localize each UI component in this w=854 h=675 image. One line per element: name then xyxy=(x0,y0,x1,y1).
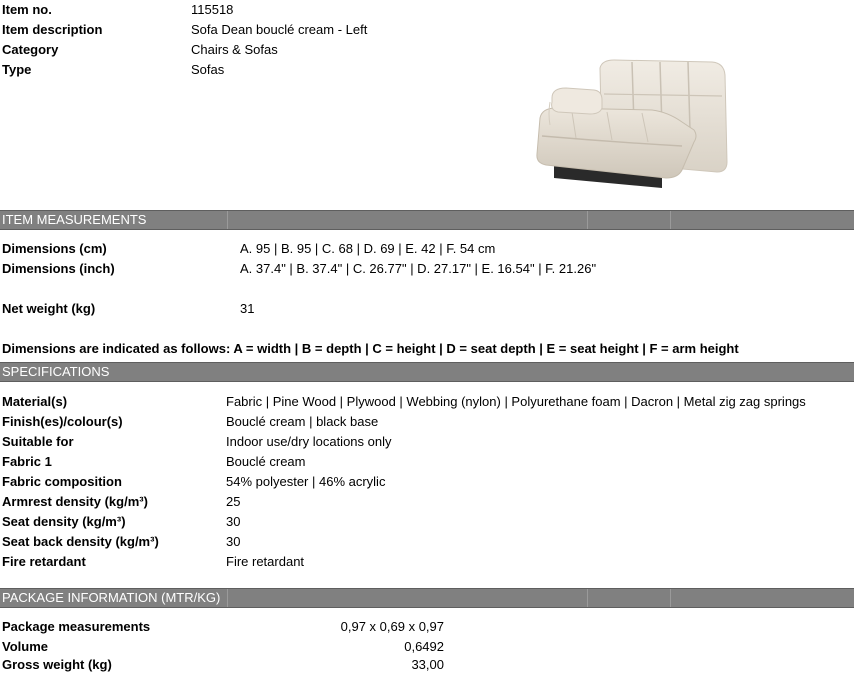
dimensions-inch-label: Dimensions (inch) xyxy=(2,261,115,276)
column-divider xyxy=(587,211,588,229)
suitable-for-label: Suitable for xyxy=(2,434,74,449)
seat-density-label: Seat density (kg/m³) xyxy=(2,514,126,529)
column-divider xyxy=(670,589,671,607)
materials-value: Fabric | Pine Wood | Plywood | Webbing (nylon) | Polyurethane foam | Dacron | Metal zig zag springs xyxy=(226,394,806,409)
item-measurements-header xyxy=(0,210,854,230)
item-description-label: Item description xyxy=(2,22,103,37)
category-label: Category xyxy=(2,42,59,57)
fire-retardant-label: Fire retardant xyxy=(2,554,86,569)
fabric-1-label: Fabric 1 xyxy=(2,454,52,469)
gross-weight-label: Gross weight (kg) xyxy=(2,657,112,672)
volume-value: 0,6492 xyxy=(404,639,444,654)
volume-label: Volume xyxy=(2,639,48,654)
armrest-density-label: Armrest density (kg/m³) xyxy=(2,494,148,509)
fabric-composition-label: Fabric composition xyxy=(2,474,122,489)
net-weight-label: Net weight (kg) xyxy=(2,301,96,316)
category-value: Chairs & Sofas xyxy=(191,42,278,57)
package-measurements-value: 0,97 x 0,69 x 0,97 xyxy=(340,619,444,634)
package-measurements-label: Package measurements xyxy=(2,619,151,634)
dimensions-cm-value: A. 95 | B. 95 | C. 68 | D. 69 | E. 42 | F. 54 cm xyxy=(240,241,496,256)
fabric-1-value: Bouclé cream xyxy=(226,454,306,469)
column-divider xyxy=(227,589,228,607)
package-information-header xyxy=(0,588,854,608)
fire-retardant-value: Fire retardant xyxy=(226,554,305,569)
dimensions-cm-label: Dimensions (cm) xyxy=(2,241,107,256)
type-label: Type xyxy=(2,62,32,77)
item-no-label: Item no. xyxy=(2,2,52,17)
net-weight-value: 31 xyxy=(240,301,255,316)
seat-density-value: 30 xyxy=(226,514,241,529)
fabric-composition-value: 54% polyester | 46% acrylic xyxy=(226,474,386,489)
type-value: Sofas xyxy=(191,62,225,77)
column-divider xyxy=(227,211,228,229)
dimensions-inch-value: A. 37.4" | B. 37.4" | C. 26.77" | D. 27.17" | E. 16.54" | F. 21.26" xyxy=(240,261,597,276)
finishes-value: Bouclé cream | black base xyxy=(226,414,379,429)
product-image xyxy=(532,50,732,200)
armrest-density-value: 25 xyxy=(226,494,241,509)
package-information-title: PACKAGE INFORMATION (MTR/KG) xyxy=(2,590,221,605)
materials-label: Material(s) xyxy=(2,394,68,409)
finishes-label: Finish(es)/colour(s) xyxy=(2,414,123,429)
seat-back-density-value: 30 xyxy=(226,534,241,549)
seat-back-density-label: Seat back density (kg/m³) xyxy=(2,534,159,549)
gross-weight-value: 33,00 xyxy=(411,657,444,672)
specifications-header xyxy=(0,362,854,382)
dimensions-legend-note: Dimensions are indicated as follows: A = width | B = depth | C = height | D = seat depth | E = seat height | F = arm height xyxy=(2,341,739,356)
column-divider xyxy=(670,211,671,229)
specifications-title: SPECIFICATIONS xyxy=(2,364,110,379)
item-measurements-title: ITEM MEASUREMENTS xyxy=(2,212,147,227)
item-no-value: 115518 xyxy=(191,2,234,17)
column-divider xyxy=(587,589,588,607)
item-description-value: Sofa Dean bouclé cream - Left xyxy=(191,22,368,37)
suitable-for-value: Indoor use/dry locations only xyxy=(226,434,392,449)
